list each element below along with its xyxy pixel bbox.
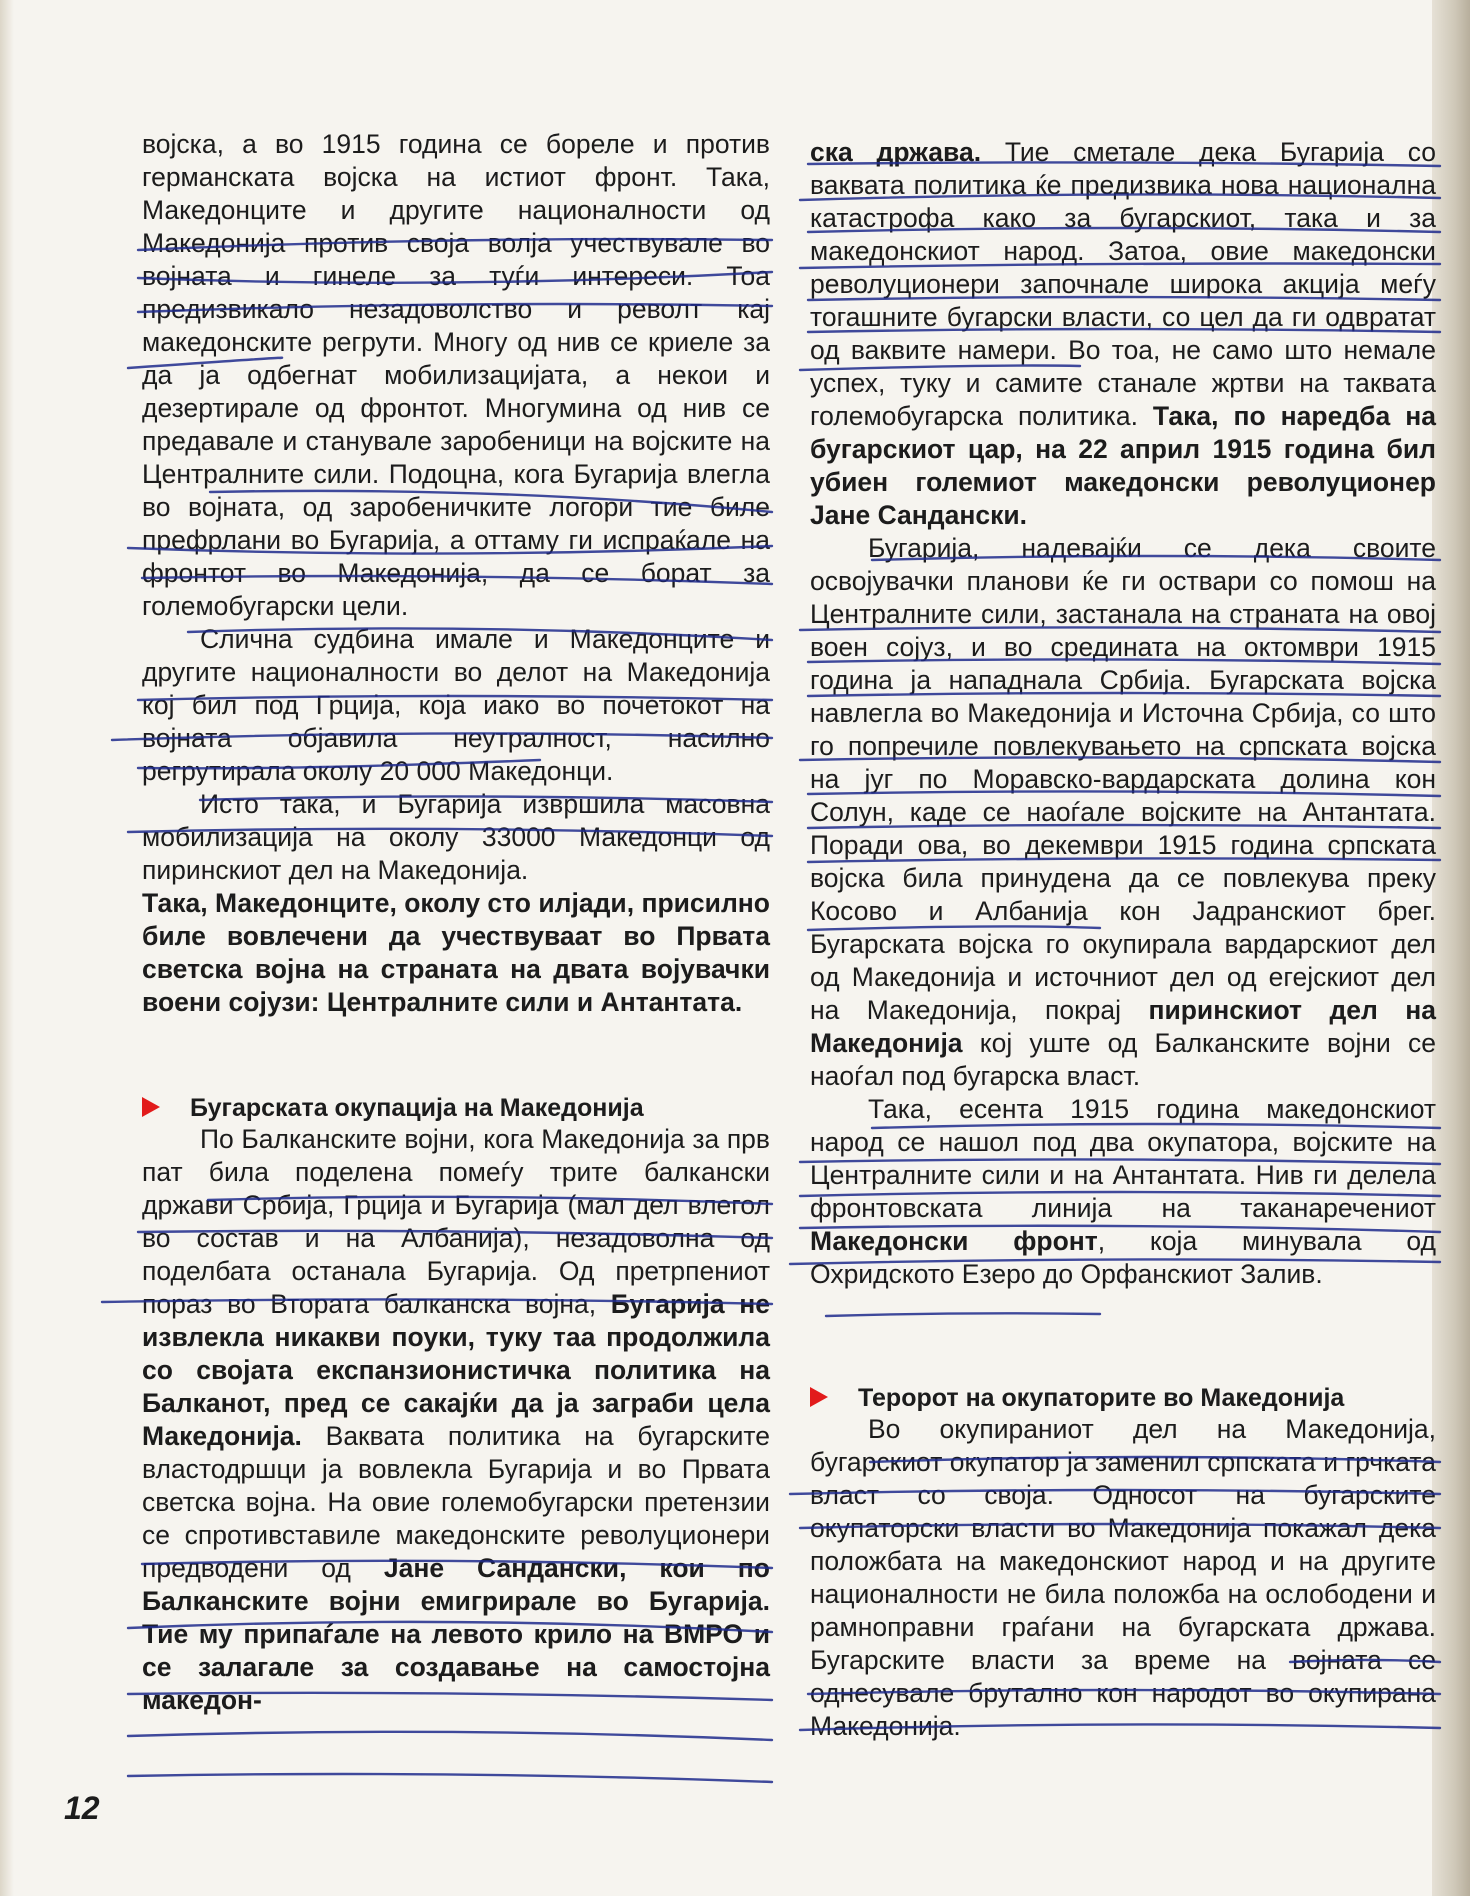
bold-run: пиринскиот дел на Македонија (810, 995, 1436, 1058)
left-paragraph-3: Исто така, и Бугарија извршила масовна мобилизација на околу 33000 Македонци од пиринскиот дел на Македонија. (142, 789, 770, 885)
bold-run: Јане Сандански, кои по Балканските војни емигрирале во Бугарија. Тие му припаѓале на левото крило на ВМРО и се залагале за создавање на самостојна македон- (142, 1553, 770, 1715)
right-paragraph-4: Во окупираниот дел на Македонија, бугарскиот окупатор ја заменил српската и грчката власт со своја. Односот на бугарските окупаторски власти во Македонија покажал дека положбата на македонскиот народ и на другите националности не била положба на ослободени и рамноправни граѓани на бугарската држава. Бугарските власти за време на војната се однесувале брутално кон народот во окупирана Македонија. (810, 1414, 1436, 1741)
spacer (810, 1291, 1436, 1383)
red-triangle-icon (142, 1097, 160, 1117)
text-run: Тие сметале дека Бугарија со ваквата политика ќе предизвика нова национална катастрофа како за бугарскиот, така и за македонскиот народ. Затоа, овие македонски револуционери започнале широка акција меѓу тогашните бугарски власти, со цел да ги одвратат од ваквите намери. Во тоа, не само што немале успех, туку и самите станале жртви на таквата големобугарска политика. (810, 137, 1436, 431)
red-triangle-icon (810, 1387, 828, 1407)
right-column (810, 136, 1436, 1743)
text-run: По Балканските војни, кога Македонија за прв пат била поделена помеѓу трите балкански држави Србија, Грција и Бугарија (мал дел влегол во состав и на Албанија), незадоволна од поделбата останала Бугарија. Од претрпениот пораз во Втората балканска војна, (142, 1124, 770, 1319)
pen-underline (128, 1774, 772, 1782)
scan-shadow (0, 0, 14, 1896)
left-paragraph-2: Слична судбина имале и Македонците и другите националности во делот на Македонија кој бил под Грција, која иако во почетокот на војната објавила неутралност, насилно регрутирала околу 20 000 Македонци. (142, 624, 770, 786)
section-heading-terror (810, 1383, 1436, 1413)
bold-run: Македонски фронт (810, 1226, 1098, 1256)
left-column (142, 128, 770, 1717)
section-heading-text: Бугарската окупација на Македонија (190, 1094, 644, 1122)
text-run: Ваквата политика на бугарските властодршци ја вовлекла Бугарија и во Првата светска војна. На овие големобугарски претензии се спротивставиле македонските револуционери предводени од (142, 1421, 770, 1583)
bold-run: ска држава. (810, 137, 982, 167)
text-run: Бугарија, надевајќи се дека своите освојувачки планови ќе ги оствари со помош на Централните сили, застанала на страната на овој воен сојуз, и во средината на октомври 1915 година ја нападнала Србија. Бугарската војска навлегла во Македонија и Источна Србија, со што го попречиле повлекувањето на српската војска на југ по Моравско-вардарската долина кон Солун, каде се наоѓале војските на Антантата. Поради ова, во декември 1915 година српската војска била принудена да се повлекува преку Косово и Албанија кон Јадранскиот брег. Бугарската војска го окупирала вардарскиот дел од Македонија и источниот дел од егејскиот дел на Македонија, покрај (810, 533, 1436, 1025)
page-edge (1432, 0, 1470, 1896)
text-run: Така, есента 1915 година македонскиот народ се нашол под два окупатора, војските на Централните сили и на Антантата. Нив ги делела фронтовската линија на таканаречениот (810, 1094, 1436, 1223)
bold-run: Бугарија не извлекла никакви поуки, туку таа продолжила со својата експанзионистичка политика на Балканот, пред се сакајќи да ја заграби цела Македонија. (142, 1289, 770, 1451)
left-paragraph-4-bold: Така, Македонците, околу сто илјади, присилно биле вовлечени да учествуваат во Првата светска војна на страната на двата војувачки воени сојузи: Централните сили и Антантата. (142, 888, 770, 1017)
right-paragraph-1 (810, 136, 1436, 532)
text-run: кој уште од Балканските војни се наоѓал под бугарска власт. (810, 1028, 1436, 1091)
pen-underline (128, 1732, 772, 1740)
right-paragraph-3 (810, 1093, 1436, 1291)
left-paragraph-1: војска, а во 1915 година се бореле и против германската војска на истиот фронт. Така, Македонците и другите националности од Македонија против своја волја учествувале во војната и гинеле за туѓи интереси. Тоа предизвикало незадоволство и револт кај македонските регрути. Многу од нив се криеле за да ја одбегнат мобилизацијата, а некои и дезертирале од фронтот. Многумина од нив се предавале и станувале заробеници на војските на Централните сили. Подоцна, кога Бугарија влегла во војната, од заробеничките логори тие биле префрлани во Бугарија, а оттаму ги испраќале на фронтот во Македонија, да се борат за големобугарски цели. (142, 129, 770, 621)
spacer (142, 1019, 770, 1093)
section-heading-bulgarian-occupation (142, 1093, 770, 1123)
section-heading-text: Теророт на окупаторите во Македонија (858, 1384, 1345, 1412)
bold-run: Така, по наредба на бугарскиот цар, на 22 април 1915 година бил убиен големиот македонски револуционер Јане Сандански. (810, 401, 1436, 530)
left-paragraph-5 (142, 1123, 770, 1717)
page-number: 12 (64, 1790, 100, 1826)
right-paragraph-2 (810, 532, 1436, 1093)
text-run: , која минувала од Охридското Езеро до Орфанскиот Залив. (810, 1226, 1436, 1289)
